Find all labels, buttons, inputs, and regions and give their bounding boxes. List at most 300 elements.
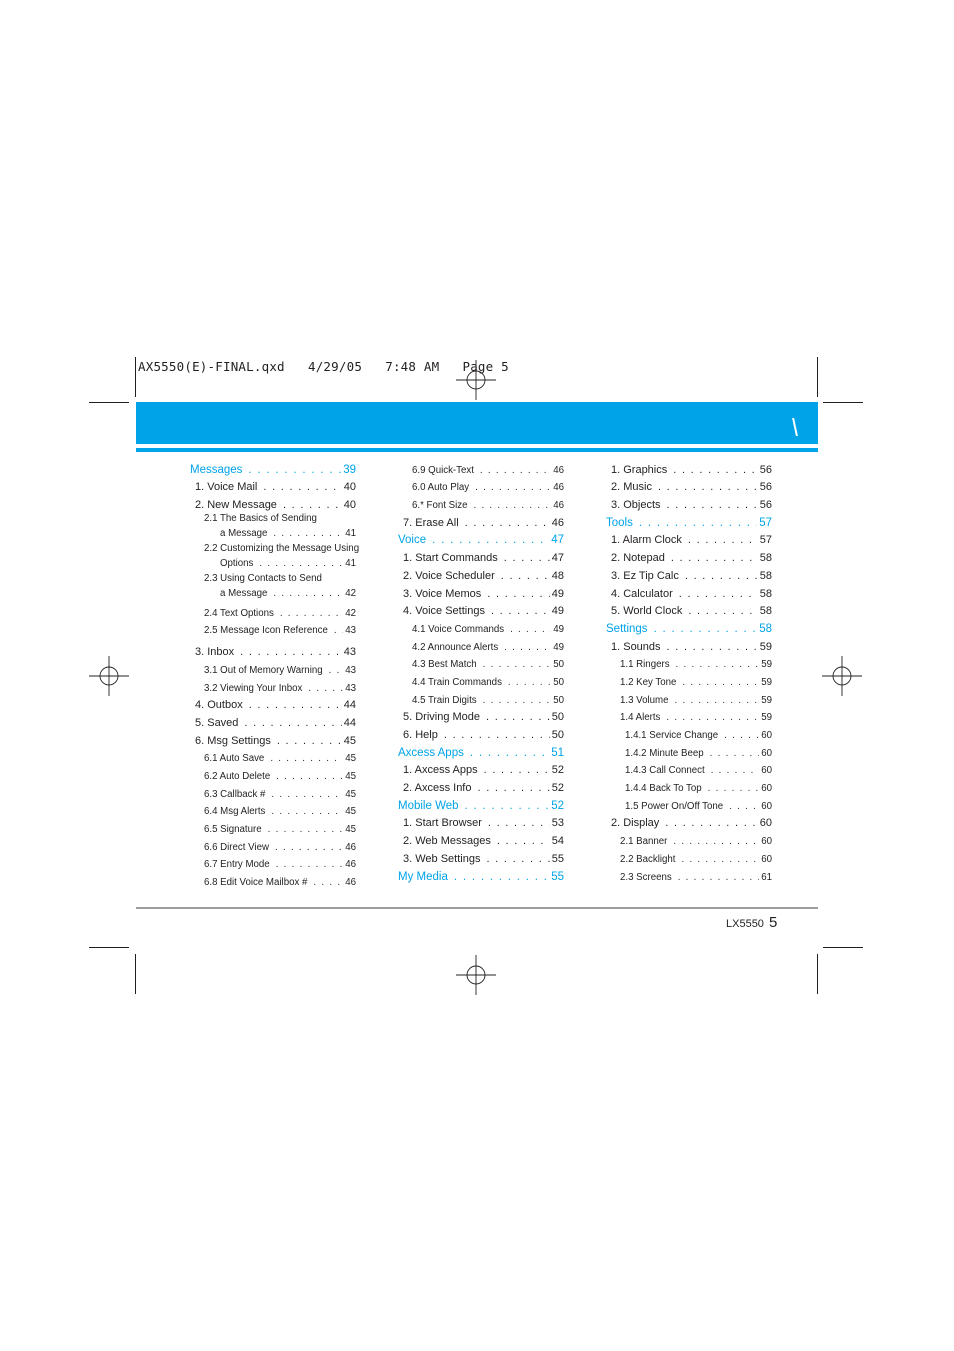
toc-entry-page: 48 [551,569,564,582]
dot-leader [491,605,550,618]
toc-entry-page: 52 [551,764,564,777]
toc-entry-label: 5. World Clock [611,605,683,618]
header-rule [136,448,818,452]
toc-entry-page: 58 [759,605,772,618]
print-slug: AX5550(E)-FINAL.qxd 4/29/05 7:48 AM Page 5 [138,359,509,374]
toc-entry-label: 1. Alarm Clock [611,534,682,547]
dot-leader [673,835,759,848]
toc-entry [398,565,564,583]
toc-entry [398,848,564,866]
toc-entry-page: 60 [761,836,772,848]
dot-leader [667,641,758,654]
dot-leader [268,823,344,836]
toc-section-heading [398,530,564,548]
toc-entry-label: 2. Music [611,481,652,494]
toc-entry-label: 2. Axcess Info [403,782,472,795]
toc-entry-page: 58 [759,622,772,635]
toc-entry-page: 50 [553,659,564,671]
toc-entry [190,871,356,889]
crop-mark [823,947,863,948]
toc-entry [190,542,360,572]
toc-entry [190,836,356,854]
dot-leader [483,658,552,671]
toc-entry [606,866,772,884]
toc-entry-label: 1.2 Key Tone [620,676,677,688]
toc-entry [190,572,356,602]
dot-leader [308,682,343,695]
toc-entry [606,636,772,654]
toc-entry-label-continued: Options [220,558,254,570]
dot-leader [480,464,551,477]
toc-entry-page: 42 [345,588,356,600]
toc-entry-label-continued: a Message [220,528,268,540]
toc-entry-label: 2.2 Customizing the Message Using [204,543,360,555]
dot-leader [688,605,757,618]
toc-entry-page: 58 [759,587,772,600]
toc-entry-label: 6.6 Direct View [204,841,269,853]
toc-entry [190,765,356,783]
toc-entry-page: 59 [761,676,772,688]
registration-mark-icon [822,656,862,696]
toc-entry [398,459,564,477]
toc-entry-page: 45 [343,734,356,747]
toc-entry-page: 50 [551,711,564,724]
dot-leader [679,588,758,601]
toc-entry-label: 1.4.4 Back To Top [625,783,702,795]
dot-leader [276,770,343,783]
toc-entry-label: 3. Inbox [195,646,235,659]
dot-leader [667,499,758,512]
toc-entry [606,777,772,795]
toc-entry [398,689,564,707]
toc-entry-page: 47 [551,534,564,547]
toc-entry-page: 47 [551,552,564,565]
dot-leader [432,534,549,547]
footer-page-number: 5 [769,914,778,931]
toc-entry [606,760,772,778]
toc-entry-label: 4. Calculator [611,587,673,600]
dot-leader [729,800,759,813]
dot-leader [263,481,341,494]
toc-entry [398,671,564,689]
toc-entry-page: 39 [343,463,356,476]
toc-entry-label: Mobile Web [398,799,459,812]
dot-leader [280,607,343,620]
toc-section-heading [398,742,564,760]
toc-entry-page: 60 [761,853,772,865]
dot-leader [497,835,550,848]
crop-mark [817,954,818,994]
dot-leader [470,747,549,760]
dot-leader [711,764,760,777]
toc-entry-label: 2.3 Using Contacts to Send [204,573,322,585]
toc-entry-label-continued: a Message [220,588,268,600]
toc-entry-label: 3.2 Viewing Your Inbox [204,682,303,694]
toc-entry-page: 60 [761,765,772,777]
toc-entry-label: 6.3 Callback # [204,788,266,800]
toc-entry-label: 6.2 Auto Delete [204,770,271,782]
toc-entry [190,494,356,512]
toc-entry-page: 44 [343,699,356,712]
toc-entry-page: 40 [343,481,356,494]
dot-leader [454,871,549,884]
toc-entry-label: 2. Display [611,817,660,830]
toc-entry-page: 52 [551,799,564,812]
dot-leader [504,552,550,565]
toc-entry-page: 44 [343,716,356,729]
toc-entry [190,783,356,801]
toc-section-heading [606,618,772,636]
toc-entry [190,730,356,748]
toc-entry-label: 6.* Font Size [412,500,468,512]
toc-entry-label: 2.3 Screens [620,871,672,883]
toc-entry-label: 1. Voice Mail [195,481,258,494]
toc-entry [190,748,356,766]
toc-entry-label: 4.4 Train Commands [412,676,502,688]
toc-entry [398,654,564,672]
toc-entry-label: 6.0 Auto Play [412,482,470,494]
toc-entry-label: My Media [398,870,448,883]
toc-entry-label: 1. Start Commands [403,552,498,565]
toc-entry-label: 1. Axcess Apps [403,764,478,777]
dot-leader [678,871,760,884]
toc-entry-label: 6.8 Edit Voice Mailbox # [204,877,308,889]
footer-rule [136,907,818,909]
toc-section-heading [398,795,564,813]
toc-entry-label: 2.4 Text Options [204,607,274,619]
toc-entry [190,818,356,836]
dot-leader [244,717,341,730]
dot-leader [475,481,551,494]
toc-entry-label: 5. Saved [195,716,239,729]
dot-leader [484,764,550,777]
toc-entry-label: 4.3 Best Match [412,659,477,671]
toc-entry-label: 1.4.3 Call Connect [625,765,705,777]
toc-entry-page: 55 [551,852,564,865]
dot-leader [674,694,759,707]
toc-entry-page: 46 [345,877,356,889]
toc-entry-page: 60 [761,800,772,812]
toc-entry-label: 6. Help [403,729,438,741]
dot-leader [329,664,344,677]
toc-entry-label: 4.5 Train Digits [412,694,477,706]
toc-entry-page: 56 [759,481,772,494]
toc-entry-page: 46 [553,464,564,476]
toc-entry-label: 1.5 Power On/Off Tone [625,800,724,812]
dot-leader [473,499,551,512]
toc-entry-page: 45 [345,806,356,818]
toc-entry-page: 45 [345,770,356,782]
crop-mark [89,947,129,948]
dot-leader [486,853,549,866]
banner-slash-mark [792,418,798,436]
toc-entry-label: 4. Outbox [195,699,243,712]
dot-leader [710,747,760,760]
toc-entry-page: 50 [553,676,564,688]
crop-mark [89,402,129,403]
toc-entry-page: 43 [345,664,356,676]
toc-entry [606,583,772,601]
footer-model: LX5550 [726,918,764,930]
toc-entry [606,547,772,565]
toc-entry-page: 61 [761,871,772,883]
toc-entry-page: 57 [759,534,772,547]
toc-entry-label: 6.4 Msg Alerts [204,806,266,818]
dot-leader [681,853,759,866]
toc-entry-page: 52 [551,782,564,795]
toc-entry-label: 6.9 Quick-Text [412,464,474,476]
dot-leader [671,552,758,565]
toc-entry-page: 45 [345,788,356,800]
toc-entry-page: 53 [551,817,564,830]
toc-entry-label: 1.1 Ringers [620,659,670,671]
dot-leader [688,534,758,547]
toc-entry-label: 4. Voice Settings [403,605,485,618]
dot-leader [508,676,551,689]
toc-entry-page: 54 [551,835,564,848]
dot-leader [271,805,343,818]
toc-entry [606,530,772,548]
crop-mark [135,954,136,994]
toc-column-1 [190,459,360,889]
toc-column-2 [398,459,564,884]
dot-leader [639,517,757,530]
dot-leader [477,782,549,795]
toc-entry-label: 4.2 Announce Alerts [412,641,499,653]
toc-entry [190,854,356,872]
toc-section-heading [398,866,564,884]
toc-entry [606,477,772,495]
dot-leader [276,858,344,871]
toc-entry [606,795,772,813]
toc-entry-page: 46 [553,500,564,512]
dot-leader [486,711,550,724]
toc-entry-label: Axcess Apps [398,746,464,759]
toc-entry-page: 41 [345,528,356,540]
dot-leader [682,676,759,689]
toc-entry-label: 3. Web Settings [403,852,481,865]
dot-leader [483,694,552,707]
toc-entry-label: 6.5 Signature [204,824,262,835]
dot-leader [665,817,757,830]
toc-entry-page: 41 [345,558,356,570]
toc-entry-page: 46 [345,841,356,853]
toc-entry [190,712,356,730]
toc-entry [398,618,564,636]
toc-entry-page: 46 [553,482,564,494]
toc-entry [398,547,564,565]
toc-entry-page: 45 [345,824,356,835]
toc-entry-page: 46 [551,516,564,529]
toc-entry-label: Messages [190,463,243,476]
toc-entry-page: 59 [761,712,772,724]
dot-leader [283,499,342,512]
dot-leader [249,699,342,712]
toc-entry-page: 60 [761,730,772,741]
toc-entry [398,583,564,601]
toc-entry [190,695,356,713]
toc-entry [606,565,772,583]
dot-leader [240,646,342,659]
toc-entry-label: 2. Notepad [611,552,665,565]
toc-entry [606,813,772,831]
toc-entry-page: 58 [759,569,772,582]
registration-mark-icon [456,955,496,995]
toc-entry-page: 45 [345,753,356,765]
toc-entry-label: Tools [606,516,633,529]
toc-entry-page: 49 [551,587,564,600]
toc-entry-label: 2. New Message [195,499,277,512]
toc-entry [606,459,772,477]
toc-entry [398,707,564,725]
dot-leader [510,623,551,636]
toc-entry-page: 56 [759,463,772,476]
dot-leader [658,481,758,494]
toc-entry-label: 1.3 Volume [620,694,669,706]
toc-entry-page: 55 [551,870,564,883]
toc-entry [606,671,772,689]
toc-entry [606,707,772,725]
dot-leader [673,464,758,477]
dot-leader [259,557,343,570]
toc-entry-page: 60 [759,817,772,830]
dot-leader [488,817,550,830]
dot-leader [465,517,550,530]
toc-column-3 [606,459,772,884]
dot-leader [248,464,341,477]
toc-entry-page: 43 [345,625,356,637]
toc-entry-label: Voice [398,534,427,547]
crop-mark [135,357,136,397]
dot-leader [676,658,760,671]
toc-entry-page: 59 [761,694,772,706]
toc-entry [606,724,772,742]
toc-entry [398,512,564,530]
toc-entry-label: 2.2 Backlight [620,853,676,865]
toc-entry-label: 3.1 Out of Memory Warning [204,664,323,676]
toc-entry-label: 3. Voice Memos [403,587,482,600]
toc-entry [606,654,772,672]
toc-entry-label: 2.1 Banner [620,836,668,848]
toc-entry [398,494,564,512]
toc-entry [606,689,772,707]
dot-leader [654,623,758,636]
toc-entry [398,830,564,848]
toc-entry-label: 5. Driving Mode [403,711,481,724]
toc-entry-label: 2. Web Messages [403,835,491,848]
dot-leader [487,588,549,601]
dot-leader [275,841,343,854]
dot-leader [504,641,551,654]
toc-entry-label: 6.7 Entry Mode [204,859,270,871]
toc-entry-page: 59 [759,640,772,653]
toc-entry-page: 49 [553,623,564,635]
toc-entry-label: 3. Objects [611,499,661,512]
toc-entry-label: 3. Ez Tip Calc [611,569,679,582]
toc-entry-page: 60 [761,747,772,759]
dot-leader [273,527,343,540]
dot-leader [724,729,759,742]
dot-leader [270,752,343,765]
dot-leader [273,587,343,600]
toc-entry-page: 49 [551,605,564,618]
toc-entry [606,830,772,848]
registration-mark-icon [89,656,129,696]
toc-entry-label: 1. Graphics [611,463,668,476]
toc-entry-page: 50 [553,694,564,706]
toc-entry [190,641,356,659]
toc-entry-page: 43 [343,646,356,659]
toc-entry-label: 7. Erase All [403,516,459,529]
toc-entry [606,601,772,619]
toc-section-heading [606,512,772,530]
toc-entry-label: 1.4.2 Minute Beep [625,747,704,759]
toc-entry-label: 1.4.1 Service Change [625,730,719,741]
toc-entry-label: 2.1 The Basics of Sending [204,513,317,525]
toc-entry-page: 58 [759,552,772,565]
toc-entry-label: Settings [606,622,648,635]
toc-entry-label: 6.1 Auto Save [204,753,265,765]
dot-leader [313,876,343,889]
toc-entry [398,760,564,778]
toc-entry-label: 6. Msg Settings [195,734,271,747]
toc-entry-page: 50 [551,729,564,741]
dot-leader [334,624,343,637]
toc-entry-page: 49 [553,641,564,653]
toc-entry [606,494,772,512]
toc-entry [606,848,772,866]
toc-entry-page: 43 [345,682,356,694]
toc-entry-page: 60 [761,783,772,795]
crop-mark [817,357,818,397]
toc-entry-page: 59 [761,659,772,671]
dot-leader [501,570,550,583]
toc-entry [190,620,356,638]
toc-entry [398,724,564,742]
toc-entry-label: 1. Start Browser [403,817,482,830]
toc-entry [398,636,564,654]
toc-entry-label: 1.4 Alerts [620,712,661,724]
dot-leader [666,711,759,724]
toc-entry [398,777,564,795]
toc-entry-label: 4.1 Voice Commands [412,623,505,635]
dot-leader [708,782,760,795]
toc-section-heading [190,459,356,477]
toc-entry [190,512,356,542]
toc-entry [190,659,356,677]
toc-entry-page: 57 [759,516,772,529]
dot-leader [685,570,758,583]
toc-entry-page: 46 [345,859,356,871]
crop-mark [823,402,863,403]
toc-entry-page: 56 [759,499,772,512]
toc-entry-label: 2.5 Message Icon Reference [204,625,328,637]
dot-leader [465,800,550,813]
dot-leader [277,735,342,748]
toc-entry [190,677,356,695]
toc-entry [398,813,564,831]
toc-entry-page: 40 [343,499,356,512]
header-banner [136,402,818,444]
dot-leader [271,788,343,801]
toc-entry-label: 1. Sounds [611,640,661,653]
toc-entry [398,601,564,619]
toc-entry-page: 42 [345,607,356,619]
dot-leader [444,729,550,742]
toc-entry [398,477,564,495]
toc-entry [190,477,356,495]
toc-entry [190,602,356,620]
